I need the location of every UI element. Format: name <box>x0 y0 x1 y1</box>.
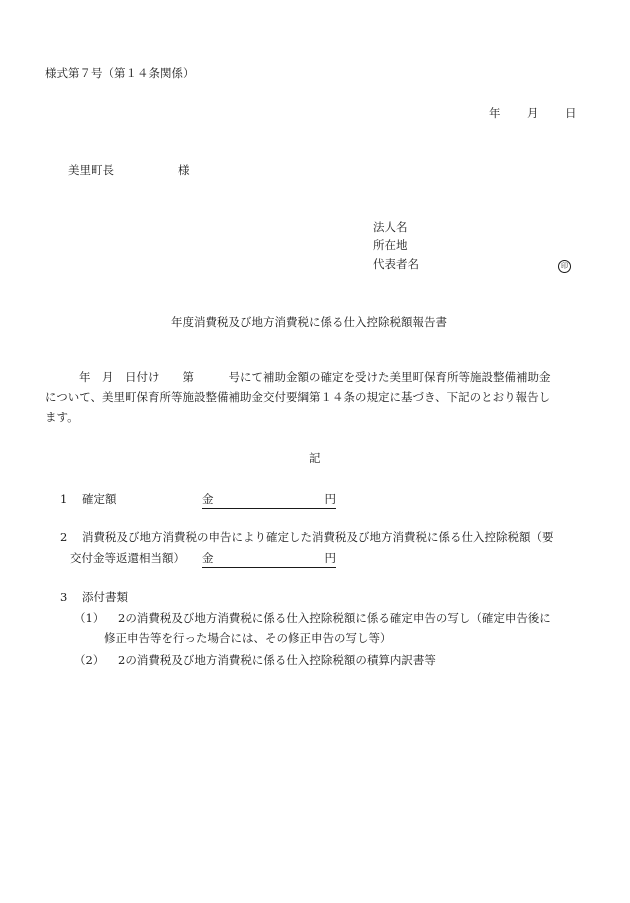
item-2-number: 2 <box>60 530 68 544</box>
item-3-sub-1-number: （1） <box>74 611 105 625</box>
seal-mark <box>558 259 571 273</box>
body-line-1: 年 月 日付け 第 号にて補助金額の確定を受けた美里町保育所等施設整備補助金 <box>79 370 551 384</box>
date-day: 日 <box>565 106 577 120</box>
addressee-honorific: 様 <box>178 163 190 177</box>
item-2-line-1: 消費税及び地方消費税の申告により確定した消費税及び地方消費税に係る仕入控除税額（要 <box>82 530 554 544</box>
report-title: 年度消費税及び地方消費税に係る仕入控除税額報告書 <box>171 315 447 329</box>
form-number: 様式第７号（第１４条関係） <box>45 66 195 80</box>
representative-label: 代表者名 <box>373 257 419 271</box>
item-1-label: 確定額 <box>82 492 117 506</box>
item-1-kin: 金 <box>202 492 214 506</box>
address-label: 所在地 <box>373 238 408 252</box>
body-paragraph <box>45 367 585 427</box>
item-2-line-2: 交付金等返還相当額） <box>70 551 185 565</box>
item-3-sub-2-number: （2） <box>74 653 105 667</box>
item-2-kin: 金 <box>202 551 214 565</box>
item-3-sub-2-line-1: 2の消費税及び地方消費税に係る仕入控除税額の積算内訳書等 <box>118 653 436 667</box>
item-3-sub-1-line-2: 修正申告等を行った場合には、その修正申告の写し等） <box>104 631 392 645</box>
seal-text: 印 <box>558 260 571 273</box>
body-line-2: について、美里町保育所等施設整備補助金交付要綱第１４条の規定に基づき、下記のとおり報告し <box>45 390 551 404</box>
item-2-yen: 円 <box>324 551 336 565</box>
item-2-amount-field <box>202 553 336 568</box>
addressee-name: 美里町長 <box>68 163 114 177</box>
item-3-label: 添付書類 <box>82 590 128 604</box>
item-1-yen: 円 <box>324 492 336 506</box>
corp-name-label: 法人名 <box>373 220 408 234</box>
body-line-3: ます。 <box>45 410 79 424</box>
date-year: 年 <box>489 106 501 120</box>
item-1-amount-field <box>202 494 336 509</box>
date-month: 月 <box>527 106 539 120</box>
item-1-number: 1 <box>60 492 68 506</box>
item-3-number: 3 <box>60 590 68 604</box>
item-3-sub-1-line-1: 2の消費税及び地方消費税に係る仕入控除税額に係る確定申告の写し（確定申告後に <box>118 611 551 625</box>
ki-heading: 記 <box>309 451 321 465</box>
